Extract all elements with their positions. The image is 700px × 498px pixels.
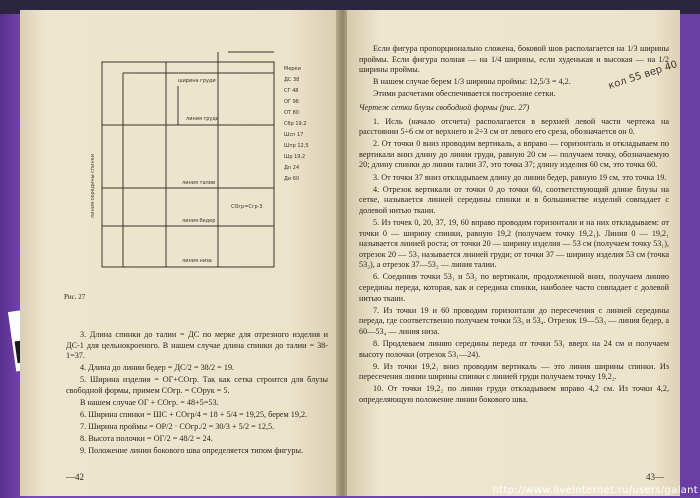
step-item: 4. Отрезок вертикали от точки 0 до точки 60, соответствующий длине блузы на сетке, называется линией середины спинки и в большинстве изделий совпадает с долевой нитью ткани.	[359, 184, 669, 215]
step-item: 5. Из точек 0, 20, 37, 19, 60 вправо проводим горизонтали и на них откладываем: от точки 0 — ширину спинки, равную 19,2 (получаем точку 19,2₁). Линия 0 — 19,2₁ называется линией роста; от точки 20 — ширину изделия — 53 см (получаем точку 53₁), отрезок 20 — 53₁ называется линией груди; от точки 37 — ширину изделия 53 см (точка 53₂), а отрезок 37—53₂ — линия талии.	[359, 217, 669, 270]
fig-label-waist-line: линия талии	[182, 180, 216, 186]
left-paragraph: 7. Ширина проймы = ОР/2 · СОгр./2 = 30/3 + 5/2 = 12,5.	[80, 422, 275, 432]
step-item: 6. Соединив точки 53₁ и 53₂ по вертикали, продолженной вниз, получаем линию середины переда, которая, как и середина спинки, наиболее часто совпадает с долевой нитью ткани.	[359, 272, 669, 303]
left-paragraph: 5. Ширина изделия = ОГ+СОгр. Так как сетка строится для блузы свободной формы, примем СОгр. = СОрук = 5.	[66, 375, 328, 395]
step-item: 8. Продлеваем линию середины переда от точки 53₁ вверх на 24 см и получаем высоту полочки (отрезок 53₁—24).	[359, 338, 669, 359]
fig-label-hem-line: линия низа	[182, 258, 212, 264]
fig-measurement: Мерки	[284, 66, 301, 72]
left-paragraph: 4. Длина до линии бедер = ДС/2 = 38/2 = 19.	[80, 363, 235, 373]
fig-measurement: Шсп 17	[284, 132, 304, 138]
left-page-number: —42	[66, 472, 84, 482]
fig-measurement-list	[284, 66, 309, 182]
fig-formula: СОгр=Сгр·3	[231, 204, 263, 210]
fig-measurement: ОГ 96	[284, 99, 299, 105]
left-paragraph: В нашем случае ОГ + СОгр. = 48+5=53.	[80, 398, 219, 408]
left-paragraph: 3. Длина спинки до талии = ДС по мерке для отрезного изделия и ДС-1 для цельнокроеного. В нашем случае длина спинки до талии = 38-1=37.	[66, 330, 328, 361]
fig-label-back-center: линия середины спинки	[90, 154, 96, 218]
right-page	[347, 10, 680, 496]
left-page	[20, 10, 338, 496]
fig-measurement: Дп 24	[284, 165, 300, 171]
step-item: 9. Из точки 19,2₁ вниз проводим вертикаль — это линия ширины спинки. Из пересечения линии ширины спинки с линией груди получаем точку 19,2₂.	[359, 361, 669, 382]
figure-caption: Рис. 27	[64, 293, 86, 301]
right-paragraph: Этими расчетами обеспечивается построение сетки.	[373, 89, 556, 99]
fig-label-hip-line: линия бедер	[182, 218, 216, 224]
fig-label-chest-width: ширина груди	[178, 78, 216, 84]
left-text-block	[66, 330, 328, 459]
fig-label-bust-line: линия груди	[186, 116, 220, 122]
right-page-number: 43—	[646, 472, 664, 482]
left-paragraph: 8. Высота полочки = ОГ/2 = 48/2 = 24.	[80, 434, 213, 444]
fig-measurement: Шр 19,2	[284, 154, 306, 160]
open-book	[20, 10, 680, 496]
handwritten-note: кол 55 вер 40	[607, 59, 679, 92]
left-paragraph: 9. Положение линии бокового шва определяется типом фигуры.	[80, 446, 303, 456]
fig-measurement: ОТ 80	[284, 110, 299, 116]
right-paragraph: Если фигура пропорционально сложена, боковой шов располагается на 1/3 ширины проймы. Если фигура полная — на 1/4 ширины, если худенькая и высокая — на 1/2 ширины проймы.	[359, 44, 669, 75]
step-item: 2. От точки 0 вниз проводим вертикаль, а вправо — горизонталь и откладываем по вертикали вниз длину до линии груди, равную 20 см — получаем точку, обозначаемую 20; длину спинки до линии талии 37, это точка 37; длину изделия 60 см, это точка 60.	[359, 139, 669, 170]
step-item: 10. От точки 19,2₂ по линии груди откладываем вправо 4,2 см. Из точки 4,2, определяющую положение линии бокового шва.	[359, 384, 669, 404]
step-item: 1. Исль (начало отсчета) располагается в верхней левой части чертежа на расстоянии 5÷6 см от верхнего и 2÷3 см от левого его среза, обозначается он 0.	[359, 116, 669, 137]
fig-measurement: Сбр 19,2	[284, 121, 307, 127]
fig-measurement: СГ 48	[284, 88, 299, 94]
watermark-url: http://www.liveinternet.ru/users/galant	[492, 485, 698, 496]
right-text-block	[359, 44, 669, 407]
fig-measurement: Ди 60	[284, 176, 300, 182]
pattern-grid-figure	[78, 48, 328, 288]
right-paragraph: В нашем случае берем 1/3 ширины проймы: 12,5/3 = 4,2.	[373, 77, 571, 87]
left-paragraph: 6. Ширина спинки = ШС + СОгр/4 = 18 + 5/4 = 19,25, берем 19,2.	[80, 410, 308, 420]
fig-measurement: Шпр 12,5	[284, 143, 309, 149]
step-item: 7. Из точки 19 и 60 проводим горизонтали до пересечения с линией середины переда, где соответственно получаем точки 53₃ и 53₄. Отрезок 19—53₃ — линия бедер, а 60—53₄ — линия низа.	[359, 305, 669, 336]
fig-measurement: ДС 38	[284, 77, 300, 83]
step-item: 3. От точки 37 вниз откладываем длину до линии бедер, равную 19 см, это точка 19.	[373, 172, 667, 182]
section-heading: Чертеж сетки блузы свободной формы (рис. 27)	[359, 102, 530, 112]
